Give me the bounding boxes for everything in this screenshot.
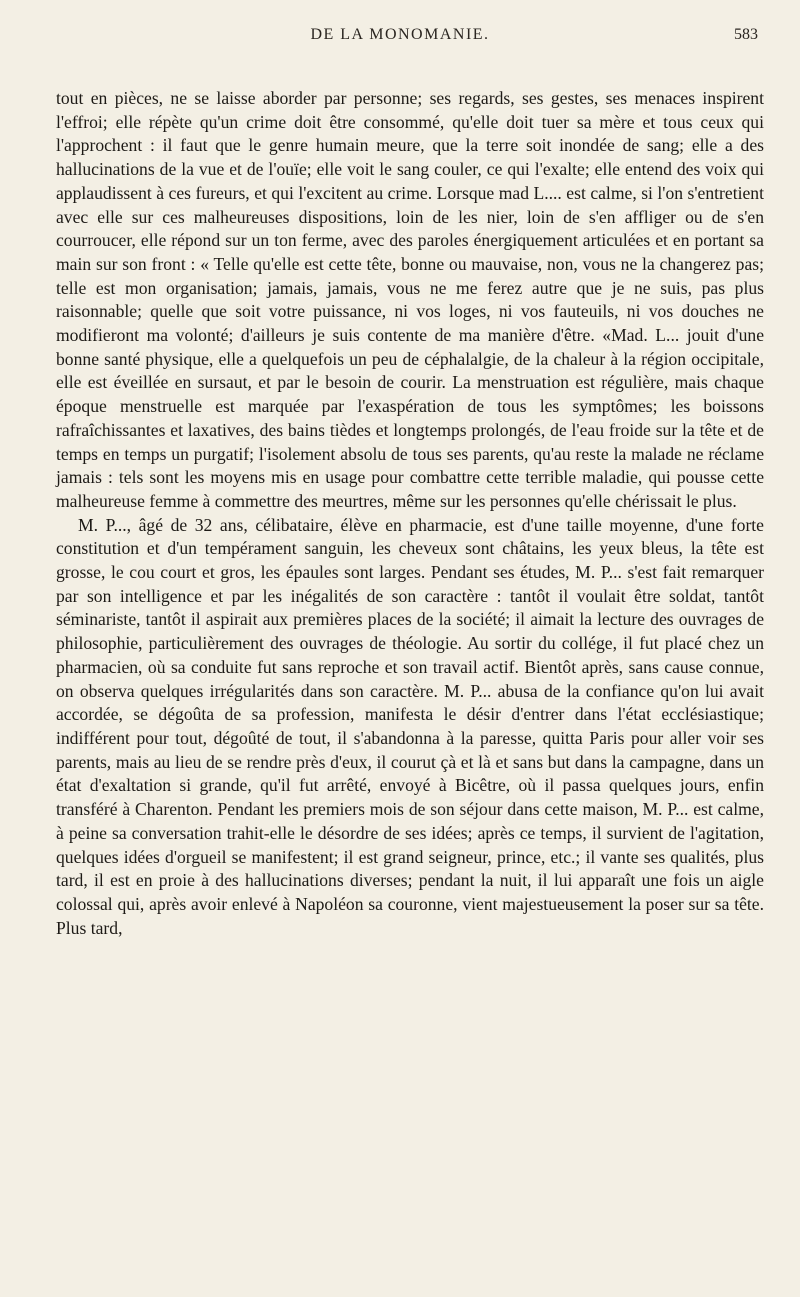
body-text — [56, 87, 764, 940]
page-number: 583 — [734, 26, 758, 43]
running-head — [0, 26, 800, 56]
running-title: DE LA MONOMANIE. — [310, 26, 490, 43]
paragraph-continued: tout en pièces, ne se laisse aborder par personne; ses regards, ses gestes, ses menaces inspirent l'effroi; elle répète qu'un crime doit être consommé, qu'elle doit tuer sa mère et tous ceux qui l'approchent : il faut que le genre humain meure, que la terre soit inondée de sang; elle a des hallucinations de la vue et de l'ouïe; elle voit le sang couler, ce qui l'exalte; elle entend des voix qui applaudissent à ces fureurs, et qui l'excitent au crime. Lorsque mad L.... est calme, si l'on s'entretient avec elle sur ces malheureuses dispositions, loin de les nier, loin de s'en affliger ou de s'en courroucer, elle répond sur un ton ferme, avec des paroles énergiquement articulées et en portant sa main sur son front : « Telle qu'elle est cette tête, bonne ou mauvaise, non, vous ne la changerez pas; telle est mon organisation; jamais, jamais, vous ne me ferez autre que je ne suis, pas plus raisonnable; quelle que soit votre puissance, ni vos loges, ni vos fauteuils, ni vos douches ne modifieront ma volonté; d'ailleurs je suis contente de ma manière d'être. «Mad. L... jouit d'une bonne santé physique, elle a quelquefois un peu de céphalalgie, de la chaleur à la région occipitale, elle est éveillée en sursaut, et par le besoin de courir. La menstruation est régulière, mais chaque époque menstruelle est marquée par l'exaspération de tous les symptômes; les boissons rafraîchissantes et laxatives, des bains tièdes et longtemps prolongés, de l'eau froide sur la tête et de temps en temps un purgatif; l'isolement absolu de tous ses parents, qu'au reste la malade ne réclame jamais : tels sont les moyens mis en usage pour combattre cette terrible maladie, qui pousse cette malheureuse femme à commettre des meurtres, même sur les personnes qu'elle chérissait le plus. — [56, 88, 764, 511]
paragraph-case-m-p: M. P..., âgé de 32 ans, célibataire, élève en pharmacie, est d'une taille moyenne, d'une forte constitution et d'un tempérament sanguin, les cheveux sont châtains, les yeux bleus, la tête est grosse, le cou court et gros, les épaules sont larges. Pendant ses études, M. P... s'est fait remarquer par son intelligence et par les inégalités de son caractère : tantôt il voulait être soldat, tantôt séminariste, tantôt il aspirait aux premières places de la société; il aimait la lecture des ouvrages de philosophie, particulièrement des ouvrages de théologie. Au sortir du collége, il fut placé chez un pharmacien, où sa conduite fut sans reproche et son travail actif. Bientôt après, sans cause connue, on observa quelques irrégularités dans son caractère. M. P... abusa de la confiance qu'on lui avait accordée, se dégoûta de sa profession, manifesta le désir d'entrer dans l'état ecclésiastique; indifférent pour tout, dégoûté de tout, il s'abandonna à la paresse, quitta Paris pour aller voir ses parents, mais au lieu de se rendre près d'eux, il courut çà et là et sans but dans la campagne, dans un état d'exaltation si grande, qu'il fut arrêté, envoyé à Bicêtre, où il passa quelques jours, enfin transféré à Charenton. Pendant les premiers mois de son séjour dans cette maison, M. P... est calme, à peine sa conversation trahit-elle le désordre de ses idées; après ce temps, il survient de l'agitation, quelques idées d'orgueil se manifestent; il est grand seigneur, prince, etc.; il vante ses qualités, plus tard, il est en proie à des hallucinations diverses; pendant la nuit, il lui apparaît une fois un aigle colossal qui, après avoir enlevé à Napoléon sa couronne, vient majestueusement la poser sur sa tête. Plus tard, — [56, 514, 764, 938]
